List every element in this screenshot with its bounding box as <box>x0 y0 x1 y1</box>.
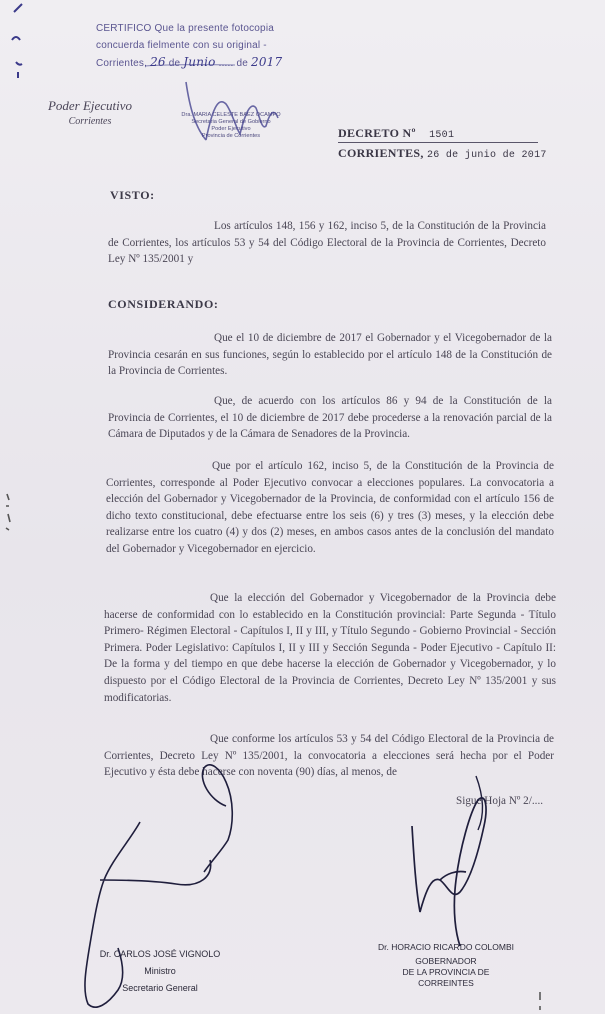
considerando-paragraph-3: Que por el artículo 162, inciso 5, de la Constitución de la Provincia de Corrientes, corresponde al Poder Ejecutivo convocar a elecciones populares. La convocatoria a elección del Gobernador y Vicegobernador de la Provincia, de conformidad con el artículo 156 de dicho texto constitucional, debe efectuarse entre los seis (6) y tres (3) meses, y la elección debe realizarse entre los cuatro (4) y dos (2) meses, en ambos casos antes de la conclusión del mandato del Gobernador y Vicegobernador en ejercicio. <box>106 460 554 555</box>
signature-left-icon <box>85 765 232 1007</box>
letterhead-line-1: Poder Ejecutivo <box>47 98 133 113</box>
considerando-paragraph-5: Que conforme los artículos 53 y 54 del Código Electoral de la Provincia de Corrientes, Decreto Ley Nº 135/2001, la convocatoria a elecciones será hecha por el Poder Ejecutivo y ésta debe hacerse con noventa (90) días, al menos, de <box>104 733 554 779</box>
certifier-name: Dra. MARIA CELESTE BAEZ OCAMPO <box>181 112 281 118</box>
signer-right-title-1: GOBERNADOR <box>415 956 477 966</box>
signer-left-title-2: Secretario General <box>122 983 198 993</box>
signer-left-name: Dr. CARLOS JOSÉ VIGNOLO <box>99 949 221 959</box>
considerando-paragraph-2: Que, de acuerdo con los artículos 86 y 94 de la Constitución de la Provincia de Corrientes, el 10 de diciembre de 2017 debe procederse a la renovación parcial de la Cámara de Diputados y de la Cámara de Senadores de la Provincia. <box>108 395 552 441</box>
visto-text: Los artículos 148, 156 y 162, inciso 5, de la Constitución de la Provincia de Corrientes, los artículos 53 y 54 del Código Electoral de la Provincia de Corrientes, Decreto Ley Nº 135/2001 y <box>108 220 546 266</box>
certifier-office-1: Poder Ejecutivo <box>211 126 251 132</box>
certifier-office-2: Provincia de Corrientes <box>201 133 261 139</box>
cert-line-1: CERTIFICO Que la presente fotocopia <box>96 23 275 34</box>
cert-place: Corrientes, <box>96 58 148 69</box>
decree-place: CORRIENTES, <box>338 146 424 160</box>
cert-day: 26 <box>150 55 166 69</box>
certifier-signature-icon <box>186 82 278 140</box>
signer-right-title-2: DE LA PROVINCIA DE CORREINTES <box>402 967 490 988</box>
decree-date: 26 de junio de 2017 <box>426 150 547 161</box>
cert-year: 2017 <box>250 55 283 69</box>
signer-right-name: Dr. HORACIO RICARDO COLOMBI <box>378 942 515 952</box>
margin-punch-icon <box>6 494 10 530</box>
decree-label: DECRETO Nº <box>338 126 416 140</box>
letterhead-line-2: Corrientes <box>68 116 112 127</box>
cert-line-2: concuerda fielmente con su original - <box>96 40 267 51</box>
cert-month: Junio <box>183 55 216 69</box>
signature-right-icon <box>412 798 486 946</box>
signer-left-title-1: Ministro <box>144 966 176 976</box>
visto-heading: VISTO: <box>110 188 155 202</box>
decree-number: 1501 <box>429 130 455 141</box>
considerando-paragraph-4: Que la elección del Gobernador y Vicegobernador de la Provincia debe hacerse de conformidad con lo establecido en la Constitución provincial: Parte Segunda - Título Primero- Régimen Electoral - Capítulos I, II y III, y Título Segundo - Gobierno Provincial - Sección Primera. Poder Legislativo: Capítulos I, II y III y Sección Segunda - Poder Ejecutivo - Capítulo II: De la forma y del tiempo en que debe hacerse la elección de Gobernador y Vicegobernador, y lo dispuesto por el Código Electoral de la Provincia de Corrientes, Decreto Ley Nº 135/2001 y sus modificatorias. <box>104 592 556 704</box>
continuation-note: Sigue Hoja Nº 2/.... <box>456 795 544 807</box>
considerando-heading: CONSIDERANDO: <box>108 297 219 311</box>
cert-de-2: ..... de <box>218 58 248 69</box>
certifier-role: Secretaria General de Gobierno <box>191 119 271 125</box>
margin-mark-icon <box>12 4 22 78</box>
cert-de-1: de <box>168 58 181 69</box>
considerando-paragraph-1: Que el 10 de diciembre de 2017 el Gobernador y el Vicegobernador de la Provincia cesarán en sus funciones, según lo establecido por el artículo 148 de la Constitución de la Provincia de Corrientes. <box>108 332 552 378</box>
